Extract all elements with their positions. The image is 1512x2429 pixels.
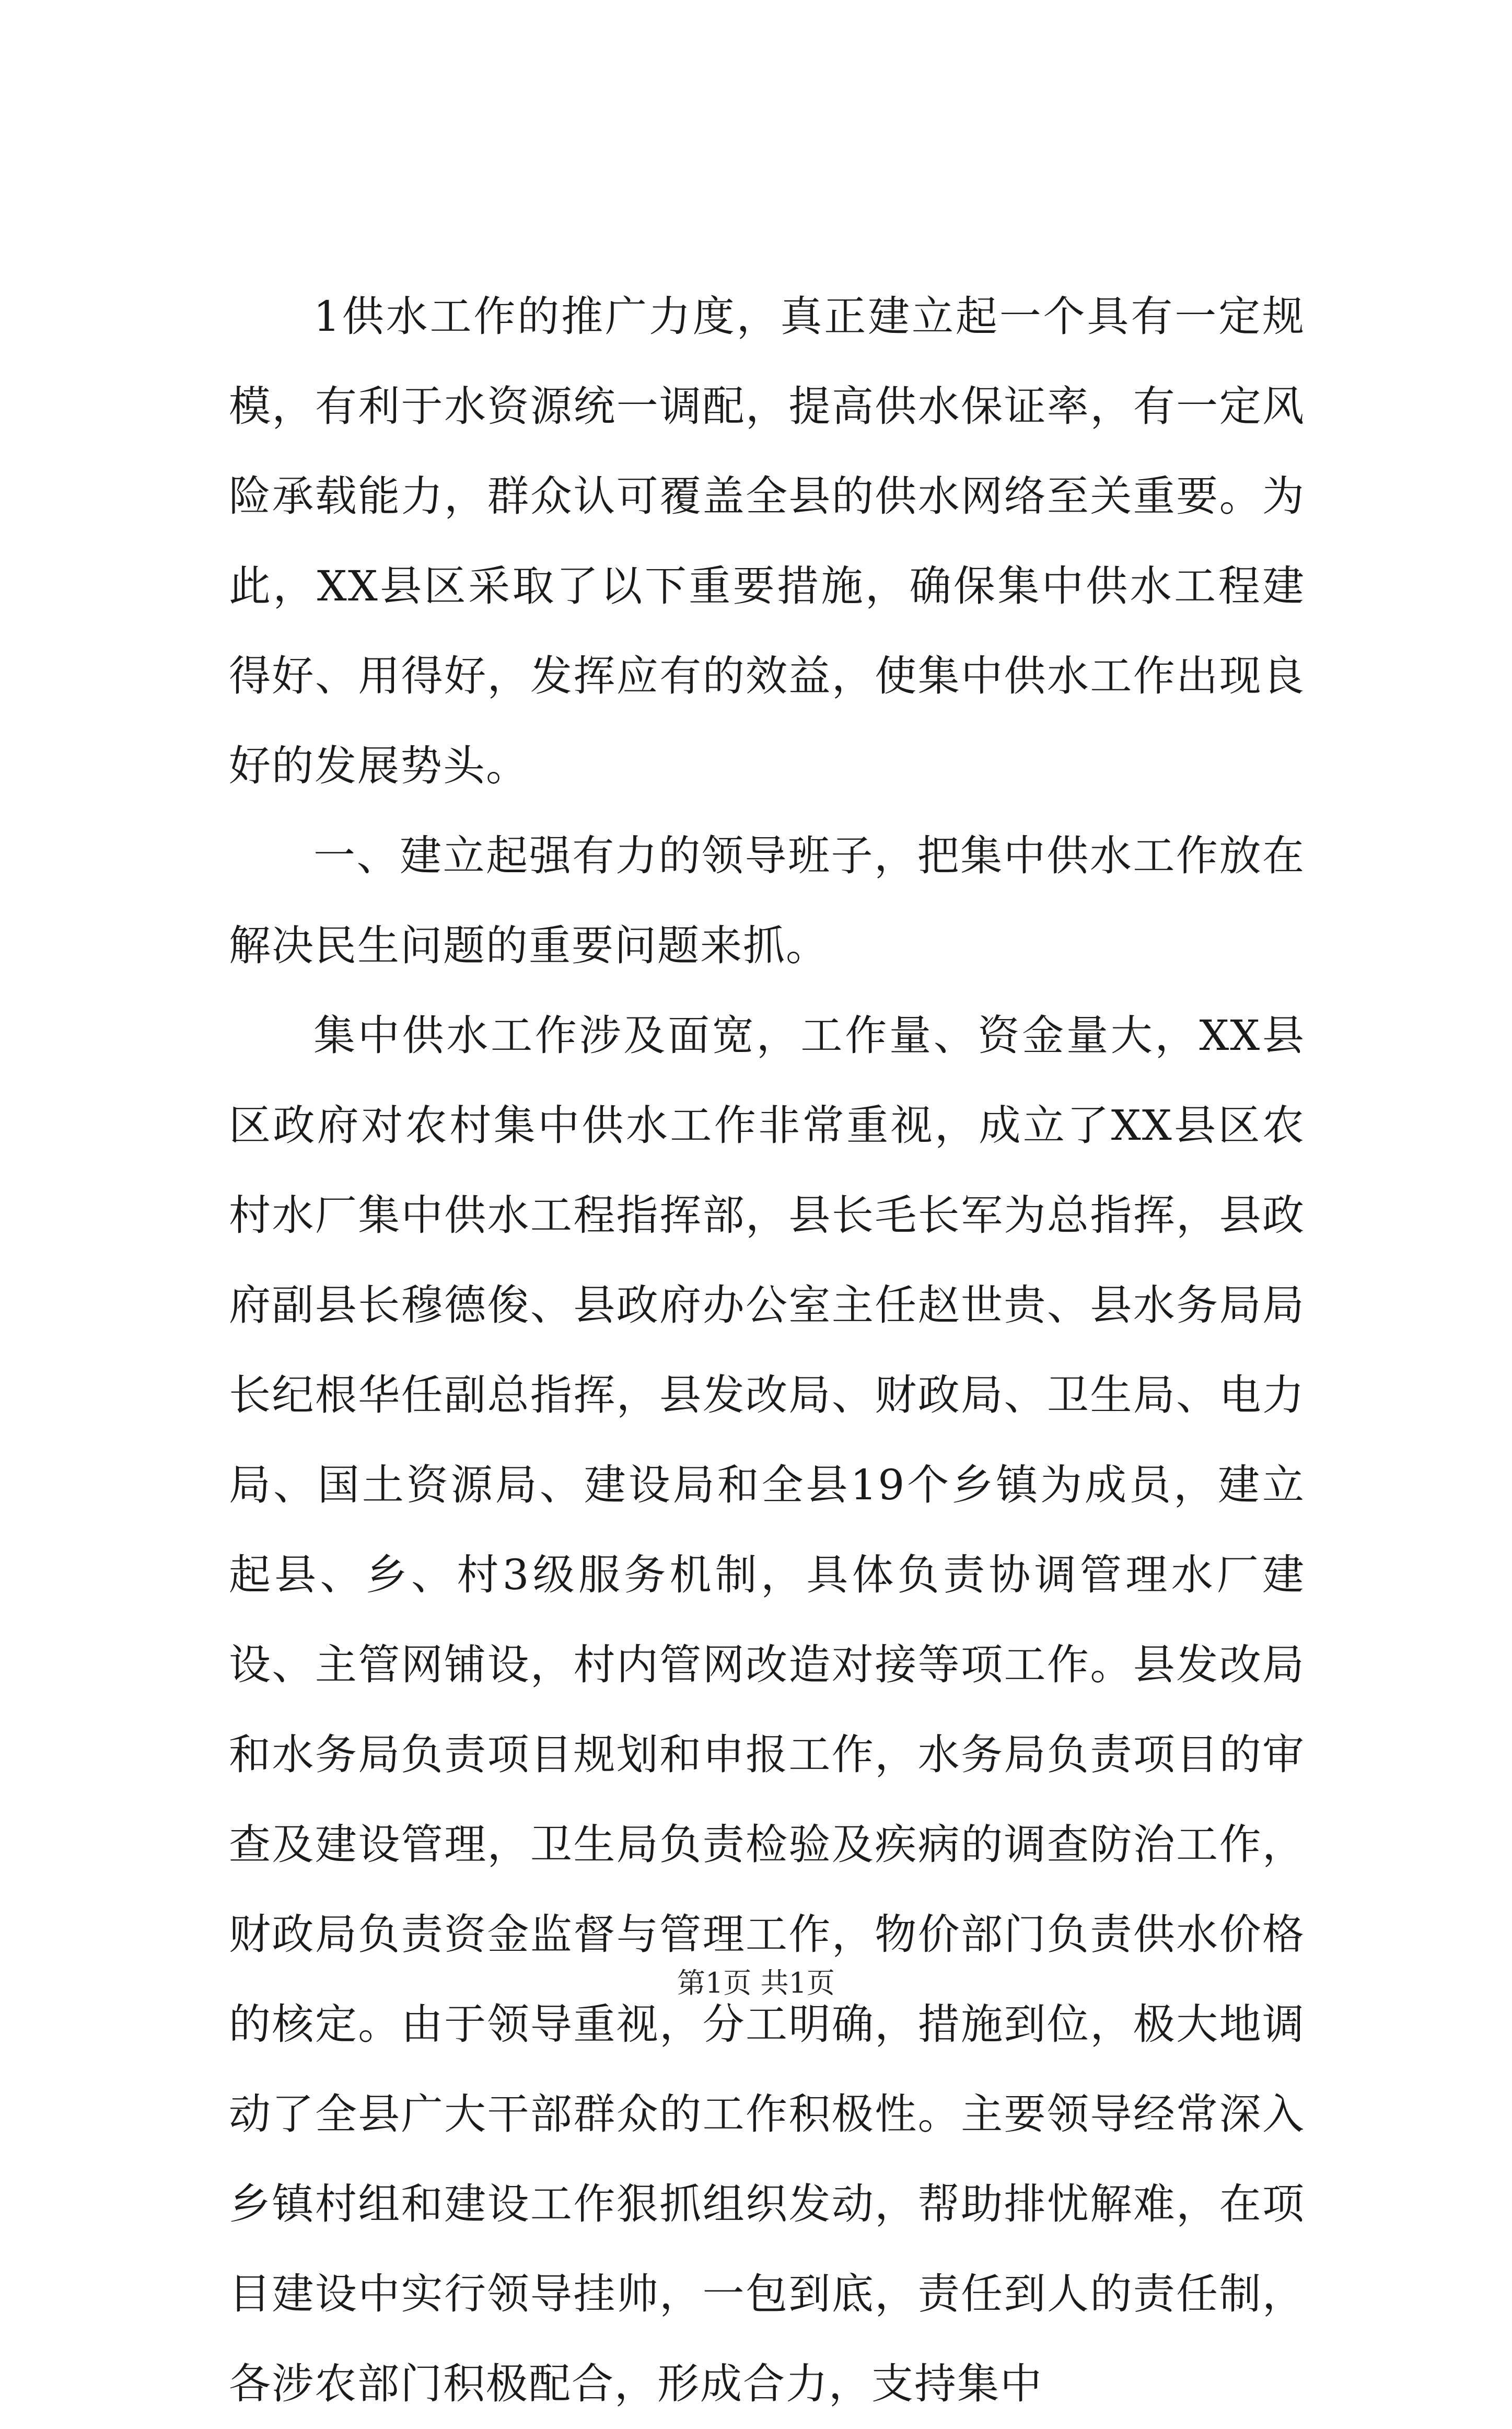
document-body	[229, 272, 1305, 2429]
paragraph-intro: 1供水工作的推广力度，真正建立起一个具有一定规模，有利于水资源统一调配，提高供水保证率，有一定风险承载能力，群众认可覆盖全县的供水网络至关重要。为此，XX县区采取了以下重要措施，确保集中供水工程建得好、用得好，发挥应有的效益，使集中供水工作出现良好的发展势头。	[229, 292, 1305, 790]
paragraph-section-heading: 一、建立起强有力的领导班子，把集中供水工作放在解决民生问题的重要问题来抓。	[229, 831, 1305, 970]
page-footer	[0, 1965, 1512, 2002]
paragraph-body: 集中供水工作涉及面宽，工作量、资金量大，XX县区政府对农村集中供水工作非常重视，成立了XX县区农村水厂集中供水工程指挥部，县长毛长军为总指挥，县政府副县长穆德俊、县政府办公室主任赵世贵、县水务局局长纪根华任副总指挥，县发改局、财政局、卫生局、电力局、国土资源局、建设局和全县19个乡镇为成员，建立起县、乡、村3级服务机制，具体负责协调管理水厂建设、主管网铺设，村内管网改造对接等项工作。县发改局和水务局负责项目规划和申报工作，水务局负责项目的审查及建设管理，卫生局负责检验及疾病的调查防治工作，财政局负责资金监督与管理工作，物价部门负责供水价格的核定。由于领导重视，分工明确，措施到位，极大地调动了全县广大干部群众的工作积极性。主要领导经常深入乡镇村组和建设工作狠抓组织发动，帮助排忧解难，在项目建设中实行领导挂帅，一包到底，责任到人的责任制，各涉农部门积极配合，形成合力，支持集中	[229, 1011, 1305, 2408]
page-number-label: 第1页 共1页	[677, 1967, 835, 1999]
